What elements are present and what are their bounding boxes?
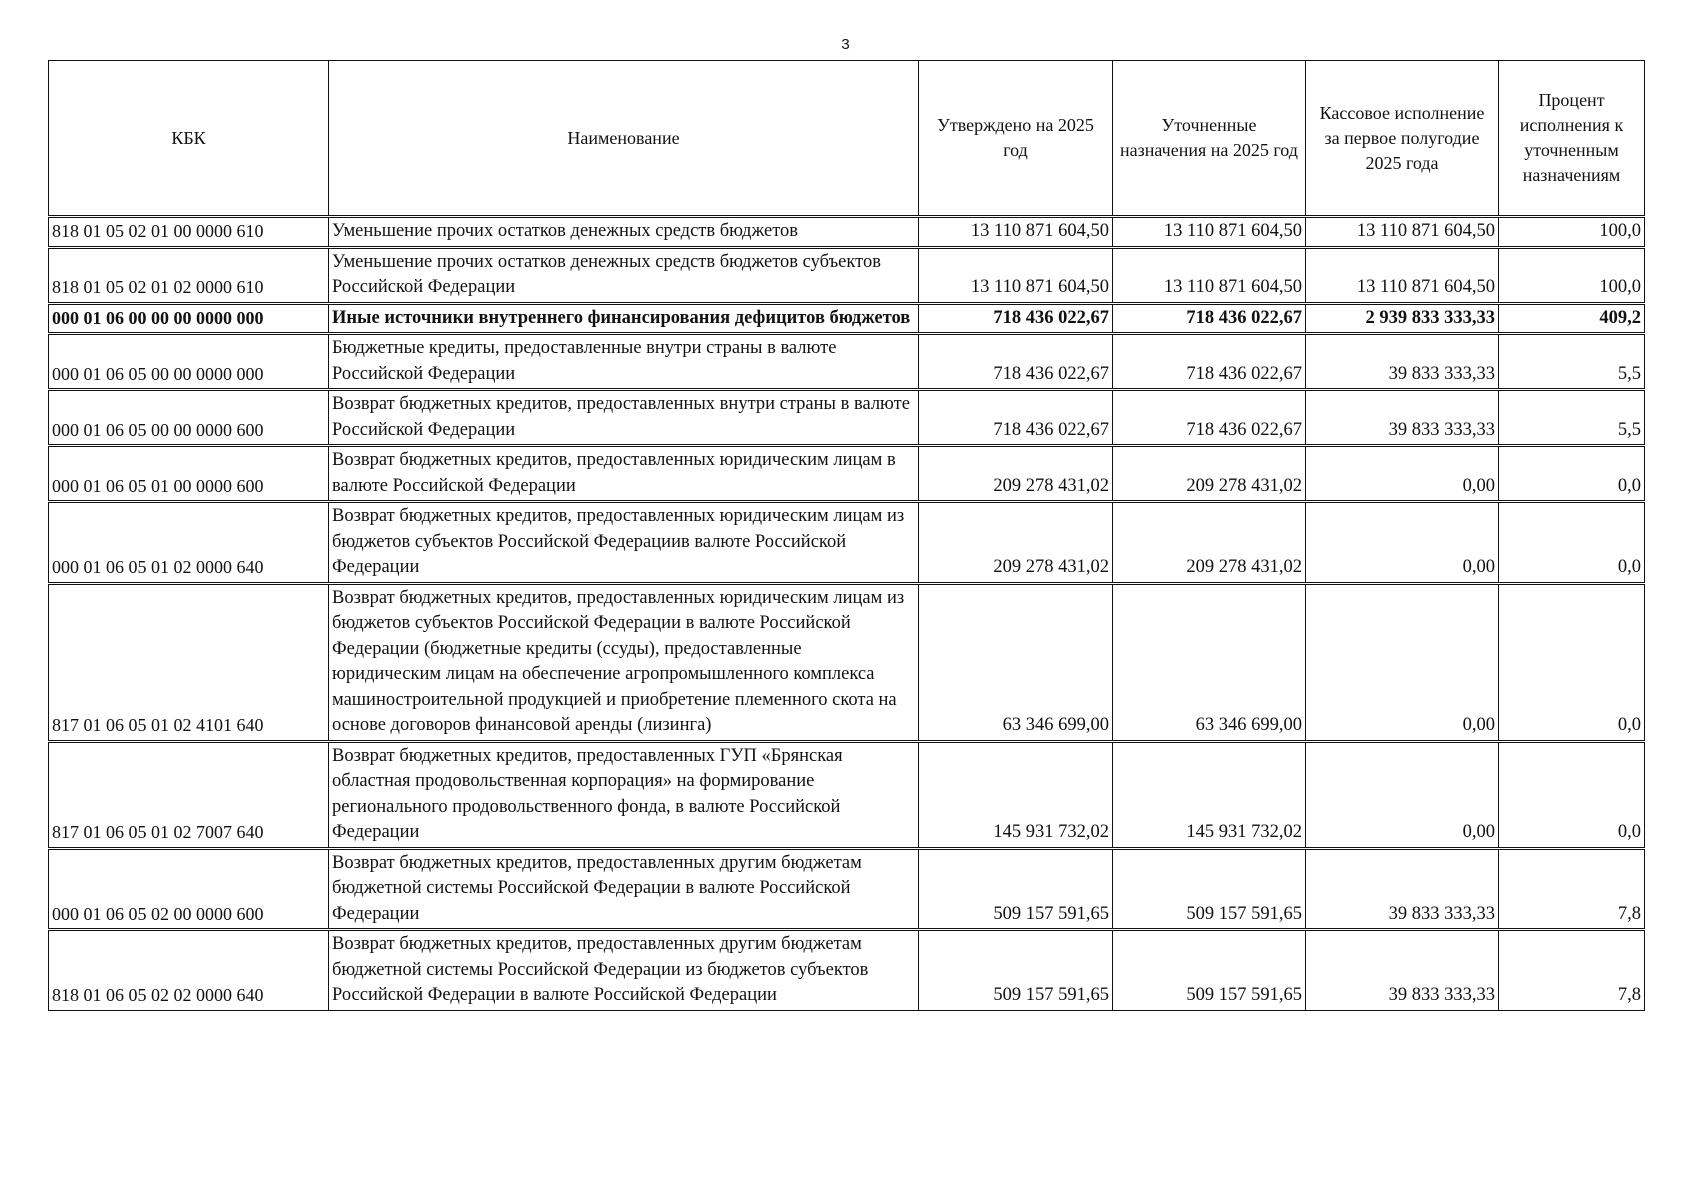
cell-specified: 13 110 871 604,50	[1113, 247, 1306, 303]
cell-cash-execution: 13 110 871 604,50	[1306, 247, 1499, 303]
cell-specified: 718 436 022,67	[1113, 390, 1306, 446]
table-row	[49, 583, 1645, 741]
cell-approved: 209 278 431,02	[919, 446, 1113, 502]
table-row	[49, 334, 1645, 390]
header-specified: Уточненные назначения на 2025 год	[1113, 61, 1306, 217]
cell-name: Возврат бюджетных кредитов, предоставленных внутри страны в валюте Российской Федерации	[329, 390, 919, 446]
cell-percent: 7,8	[1499, 848, 1645, 930]
cell-cash-execution: 0,00	[1306, 446, 1499, 502]
table-row	[49, 303, 1645, 334]
cell-percent: 100,0	[1499, 247, 1645, 303]
cell-kbk: 817 01 06 05 01 02 7007 640	[49, 741, 329, 848]
cell-name: Возврат бюджетных кредитов, предоставленных юридическим лицам из бюджетов субъектов Российской Федерации в валюте Российской Федерации (бюджетные кредиты (ссуды), предоставленные юридическим лицам на обеспечение агропромышленного комплекса машиностроительной продукцией и приобретение племенного скота на основе договоров финансовой аренды (лизинга)	[329, 583, 919, 741]
cell-percent: 409,2	[1499, 303, 1645, 334]
cell-specified: 718 436 022,67	[1113, 334, 1306, 390]
cell-kbk: 000 01 06 00 00 00 0000 000	[49, 303, 329, 334]
cell-approved: 718 436 022,67	[919, 334, 1113, 390]
header-row	[49, 61, 1645, 217]
table-body	[49, 217, 1645, 1011]
cell-cash-execution: 39 833 333,33	[1306, 930, 1499, 1011]
cell-approved: 718 436 022,67	[919, 390, 1113, 446]
cell-approved: 718 436 022,67	[919, 303, 1113, 334]
header-kbk: КБК	[49, 61, 329, 217]
cell-name: Иные источники внутреннего финансирования дефицитов бюджетов	[329, 303, 919, 334]
cell-cash-execution: 13 110 871 604,50	[1306, 217, 1499, 248]
table-row	[49, 502, 1645, 584]
cell-specified: 63 346 699,00	[1113, 583, 1306, 741]
header-cash-execution: Кассовое исполнение за первое полугодие 2025 года	[1306, 61, 1499, 217]
cell-cash-execution: 0,00	[1306, 583, 1499, 741]
cell-specified: 509 157 591,65	[1113, 848, 1306, 930]
cell-approved: 13 110 871 604,50	[919, 217, 1113, 248]
cell-kbk: 000 01 06 05 01 02 0000 640	[49, 502, 329, 584]
cell-approved: 209 278 431,02	[919, 502, 1113, 584]
cell-cash-execution: 2 939 833 333,33	[1306, 303, 1499, 334]
cell-kbk: 000 01 06 05 02 00 0000 600	[49, 848, 329, 930]
cell-specified: 209 278 431,02	[1113, 446, 1306, 502]
table-row	[49, 217, 1645, 248]
cell-percent: 0,0	[1499, 446, 1645, 502]
table-row	[49, 741, 1645, 848]
cell-cash-execution: 39 833 333,33	[1306, 848, 1499, 930]
table-header	[49, 61, 1645, 217]
cell-name: Возврат бюджетных кредитов, предоставленных другим бюджетам бюджетной системы Российской Федерации в валюте Российской Федерации	[329, 848, 919, 930]
cell-approved: 509 157 591,65	[919, 848, 1113, 930]
cell-kbk: 817 01 06 05 01 02 4101 640	[49, 583, 329, 741]
table-row	[49, 446, 1645, 502]
cell-specified: 718 436 022,67	[1113, 303, 1306, 334]
cell-percent: 7,8	[1499, 930, 1645, 1011]
table-row	[49, 390, 1645, 446]
cell-cash-execution: 39 833 333,33	[1306, 334, 1499, 390]
cell-percent: 0,0	[1499, 741, 1645, 848]
cell-name: Возврат бюджетных кредитов, предоставленных юридическим лицам из бюджетов субъектов Российской Федерациив валюте Российской Федерации	[329, 502, 919, 584]
cell-specified: 145 931 732,02	[1113, 741, 1306, 848]
cell-percent: 5,5	[1499, 334, 1645, 390]
cell-name: Уменьшение прочих остатков денежных средств бюджетов субъектов Российской Федерации	[329, 247, 919, 303]
cell-name: Возврат бюджетных кредитов, предоставленных юридическим лицам в валюте Российской Федерации	[329, 446, 919, 502]
cell-percent: 0,0	[1499, 583, 1645, 741]
cell-percent: 0,0	[1499, 502, 1645, 584]
header-approved: Утверждено на 2025 год	[919, 61, 1113, 217]
table-row	[49, 848, 1645, 930]
header-name: Наименование	[329, 61, 919, 217]
cell-approved: 145 931 732,02	[919, 741, 1113, 848]
cell-name: Бюджетные кредиты, предоставленные внутри страны в валюте Российской Федерации	[329, 334, 919, 390]
cell-name: Возврат бюджетных кредитов, предоставленных ГУП «Брянская областная продовольственная корпорация» на формирование регионального продовольственного фонда, в валюте Российской Федерации	[329, 741, 919, 848]
cell-percent: 5,5	[1499, 390, 1645, 446]
cell-approved: 509 157 591,65	[919, 930, 1113, 1011]
cell-specified: 13 110 871 604,50	[1113, 217, 1306, 248]
table-row	[49, 247, 1645, 303]
cell-kbk: 818 01 05 02 01 02 0000 610	[49, 247, 329, 303]
cell-cash-execution: 39 833 333,33	[1306, 390, 1499, 446]
cell-kbk: 000 01 06 05 00 00 0000 600	[49, 390, 329, 446]
cell-cash-execution: 0,00	[1306, 741, 1499, 848]
cell-name: Возврат бюджетных кредитов, предоставленных другим бюджетам бюджетной системы Российской Федерации из бюджетов субъектов Российской Федерации в валюте Российской Федерации	[329, 930, 919, 1011]
cell-approved: 63 346 699,00	[919, 583, 1113, 741]
cell-name: Уменьшение прочих остатков денежных средств бюджетов	[329, 217, 919, 248]
cell-cash-execution: 0,00	[1306, 502, 1499, 584]
table-row	[49, 930, 1645, 1011]
cell-specified: 509 157 591,65	[1113, 930, 1306, 1011]
cell-kbk: 818 01 05 02 01 00 0000 610	[49, 217, 329, 248]
cell-approved: 13 110 871 604,50	[919, 247, 1113, 303]
budget-execution-table	[48, 60, 1645, 1011]
cell-kbk: 000 01 06 05 00 00 0000 000	[49, 334, 329, 390]
header-percent: Процент исполнения к уточненным назначениям	[1499, 61, 1645, 217]
cell-specified: 209 278 431,02	[1113, 502, 1306, 584]
page-number: 3	[841, 36, 850, 53]
cell-kbk: 818 01 06 05 02 02 0000 640	[49, 930, 329, 1011]
cell-kbk: 000 01 06 05 01 00 0000 600	[49, 446, 329, 502]
cell-percent: 100,0	[1499, 217, 1645, 248]
